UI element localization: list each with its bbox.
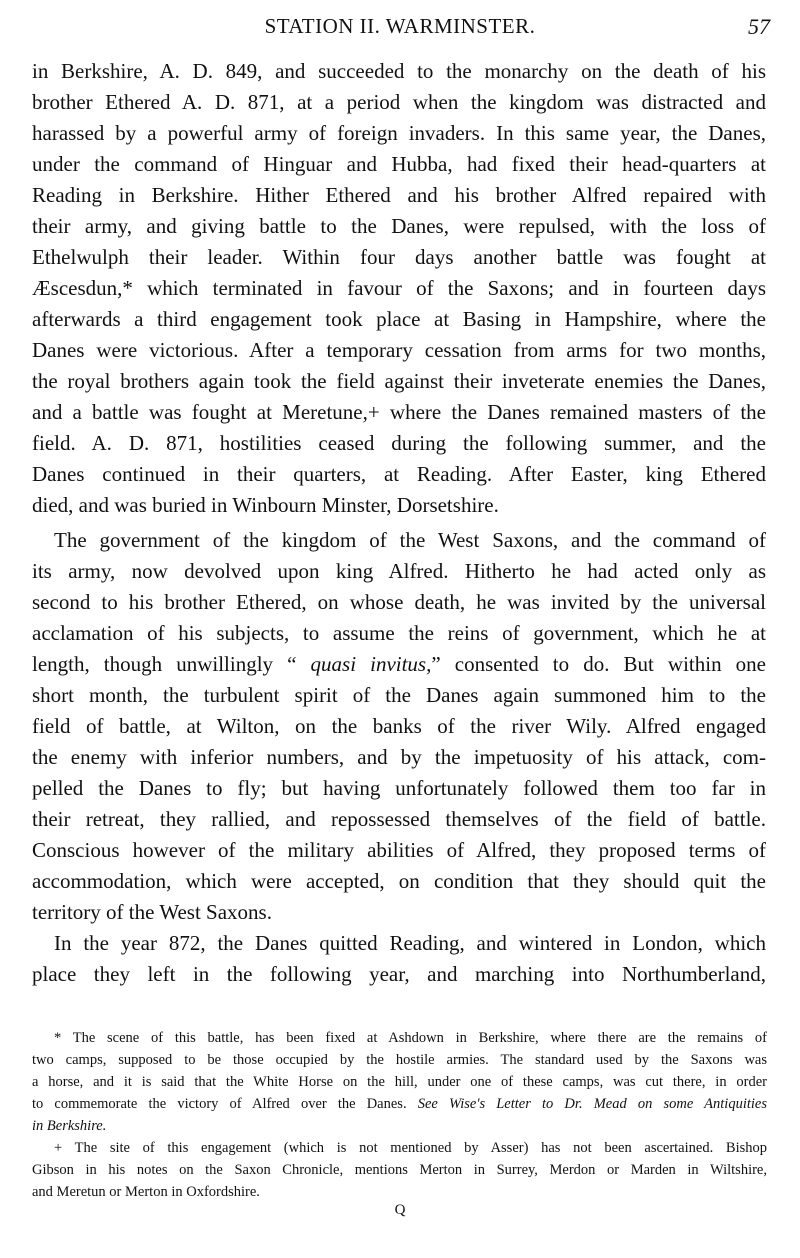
text-line xyxy=(32,649,766,680)
text-line: place they left in the following year, and marching into Northumberland, xyxy=(32,962,766,986)
text-line: short month, the turbulent spirit of the Danes again summoned him to the xyxy=(32,683,766,707)
text-line: the royal brothers again took the field against their inveterate enemies the Danes, xyxy=(32,369,766,393)
text-line: Æscesdun,* which terminated in favour of the Saxons; and in fourteen days xyxy=(32,276,766,300)
text-line: territory of the West Saxons. xyxy=(32,900,272,924)
footnote-line: a horse, and it is said that the White Horse on the hill, under one of these camps, was cut there, in order xyxy=(32,1074,767,1090)
text-line: and a battle was fought at Meretune,+ where the Danes remained masters of the xyxy=(32,400,766,424)
citation: See Wise's Letter to Dr. Mead on some Antiquities xyxy=(417,1096,768,1112)
text-line: their retreat, they rallied, and repossessed themselves of the field of battle. xyxy=(32,807,766,831)
latin-quote: quasi invitus, xyxy=(310,652,432,676)
text-line: Ethelwulph their leader. Within four days another battle was fought at xyxy=(32,245,766,269)
footnote-line: and Meretun or Merton in Oxfordshire. xyxy=(32,1184,260,1200)
text-line: their army, and giving battle to the Danes, were repulsed, with the loss of xyxy=(32,214,766,238)
text-line: field. A. D. 871, hostilities ceased during the following summer, and the xyxy=(32,431,766,455)
running-header xyxy=(0,14,800,44)
citation: in Berkshire. xyxy=(32,1118,107,1134)
text-line: accommodation, which were accepted, on condition that they should quit the xyxy=(32,869,766,893)
footnote-line: Gibson in his notes on the Saxon Chronicle, mentions Merton in Surrey, Merdon or Marden in Wiltshire, xyxy=(32,1162,767,1178)
footnote-line xyxy=(32,1093,767,1115)
text-line: Danes were victorious. After a temporary cessation from arms for two months, xyxy=(32,338,766,362)
main-text xyxy=(32,56,766,990)
footnotes xyxy=(32,1027,767,1203)
footnote-line: two camps, supposed to be those occupied by the hostile armies. The standard used by the Saxons was xyxy=(32,1052,767,1068)
footnote-line xyxy=(32,1115,767,1137)
text-line: the enemy with inferior numbers, and by the impetuosity of his attack, com- xyxy=(32,745,766,769)
footnote-line: * The scene of this battle, has been fixed at Ashdown in Berkshire, where there are the remains of xyxy=(54,1030,767,1046)
footnote-line: + The site of this engagement (which is not mentioned by Asser) has not been ascertained. Bishop xyxy=(54,1140,767,1156)
text-line: field of battle, at Wilton, on the banks of the river Wily. Alfred engaged xyxy=(32,714,766,738)
text-line: pelled the Danes to fly; but having unfortunately followed them too far in xyxy=(32,776,766,800)
text-line: harassed by a powerful army of foreign invaders. In this same year, the Danes, xyxy=(32,121,766,145)
text-segment: ” consented to do. But within one xyxy=(431,652,766,676)
text-line: its army, now devolved upon king Alfred. Hitherto he had acted only as xyxy=(32,559,766,583)
text-line: brother Ethered A. D. 871, at a period when the kingdom was distracted and xyxy=(32,90,766,114)
text-line: under the command of Hinguar and Hubba, had fixed their head-quarters at xyxy=(32,152,766,176)
page-number: 57 xyxy=(748,14,770,39)
text-line: second to his brother Ethered, on whose death, he was invited by the universal xyxy=(32,590,766,614)
text-segment: length, though unwillingly “ xyxy=(32,652,297,676)
text-line: Danes continued in their quarters, at Reading. After Easter, king Ethered xyxy=(32,462,766,486)
text-line: in Berkshire, A. D. 849, and succeeded to the monarchy on the death of his xyxy=(32,59,766,83)
text-segment: to commemorate the victory of Alfred over the Danes. xyxy=(32,1096,407,1112)
text-line: died, and was buried in Winbourn Minster, Dorsetshire. xyxy=(32,493,499,517)
text-line: afterwards a third engagement took place at Basing in Hampshire, where the xyxy=(32,307,766,331)
page-header-title: STATION II. WARMINSTER. xyxy=(264,14,536,38)
text-line: In the year 872, the Danes quitted Reading, and wintered in London, which xyxy=(54,931,766,955)
text-line: Conscious however of the military abilities of Alfred, they proposed terms of xyxy=(32,838,766,862)
text-line: Reading in Berkshire. Hither Ethered and his brother Alfred repaired with xyxy=(32,183,766,207)
signature-mark: Q xyxy=(394,1202,406,1218)
text-line: The government of the kingdom of the West Saxons, and the command of xyxy=(54,528,766,552)
text-line: acclamation of his subjects, to assume the reins of government, which he at xyxy=(32,621,766,645)
